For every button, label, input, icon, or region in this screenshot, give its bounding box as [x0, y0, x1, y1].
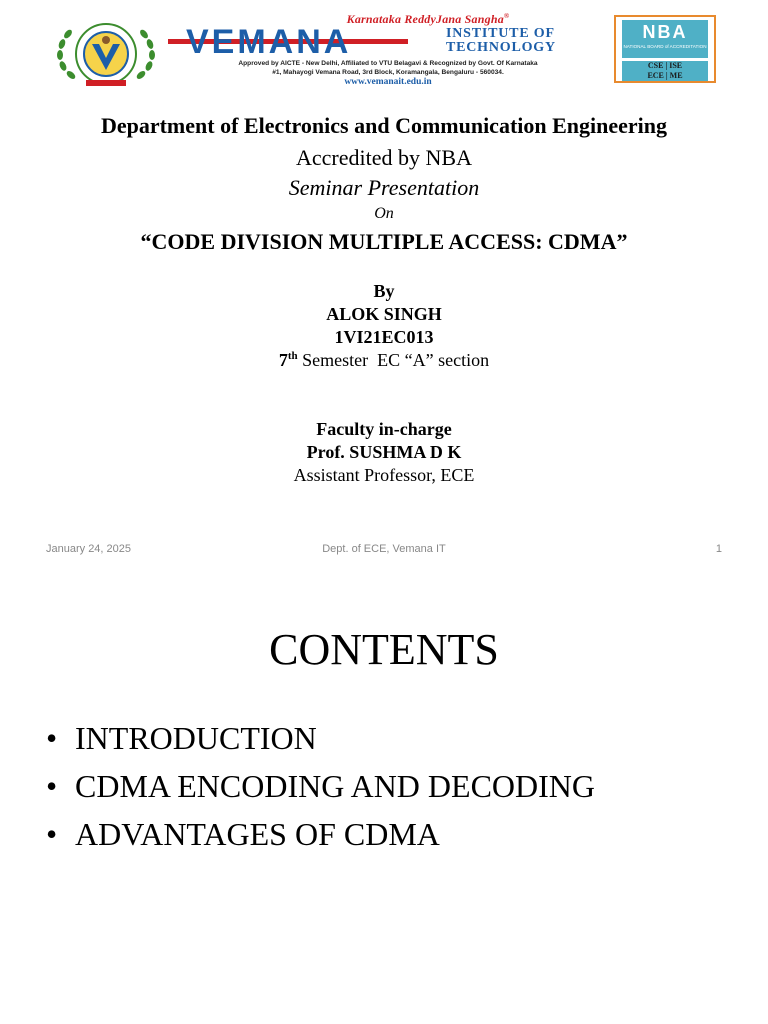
contents-slide	[0, 566, 768, 1024]
nba-badge	[614, 15, 716, 83]
list-item: • INTRODUCTION	[46, 714, 595, 762]
faculty-name: Prof. SUSHMA D K	[306, 442, 462, 462]
faculty-designation: Assistant Professor, ECE	[293, 465, 475, 485]
website-url: www.vemanait.edu.in	[344, 77, 432, 87]
semester-section: 7th Semester EC “A” section	[278, 350, 490, 370]
accreditation-line: Accredited by NBA	[296, 145, 472, 170]
contents-list	[46, 714, 595, 858]
list-item: • CDMA ENCODING AND DECODING	[46, 762, 595, 810]
student-usn: 1VI21EC013	[334, 327, 434, 347]
by-label: By	[373, 281, 395, 301]
society-name: Karnataka ReddyJana Sangha®	[346, 12, 510, 26]
institute-seal-logo	[46, 16, 166, 88]
list-item: • ADVANTAGES OF CDMA	[46, 810, 595, 858]
contents-title: CONTENTS	[269, 625, 499, 674]
presentation-type: Seminar Presentation	[288, 175, 480, 200]
slide-number: 1	[715, 543, 722, 555]
institute-banner	[46, 12, 720, 90]
bullet-icon: •	[46, 768, 58, 804]
student-name: ALOK SINGH	[326, 304, 442, 324]
footer-center-text: Dept. of ECE, Vemana IT	[322, 543, 446, 555]
institute-title-block	[168, 12, 608, 90]
nba-programs: CSE | ISE ECE | ME	[622, 61, 708, 81]
department-title: Department of Electronics and Communication Engineering	[100, 113, 668, 138]
nba-logo: NBA NATIONAL BOARD of ACCREDITATION	[622, 20, 708, 58]
institute-subtitle: INSTITUTE OF TECHNOLOGY	[446, 26, 556, 55]
bullet-icon: •	[46, 720, 58, 756]
approval-text: Approved by AICTE - New Delhi, Affiliated to VTU Belagavi & Recognized by Govt. Of Karnataka #1, Mahayogi Vemana Road, 3rd Block, Koramangala, Bengaluru - 560034.	[238, 60, 538, 76]
faculty-heading: Faculty in-charge	[316, 419, 452, 439]
bullet-icon: •	[46, 816, 58, 852]
footer-date: January 24, 2025	[46, 543, 132, 555]
institute-name: VEMANA	[186, 23, 352, 61]
seminar-topic: “CODE DIVISION MULTIPLE ACCESS: CDMA”	[140, 229, 628, 254]
on-label: On	[374, 205, 394, 222]
